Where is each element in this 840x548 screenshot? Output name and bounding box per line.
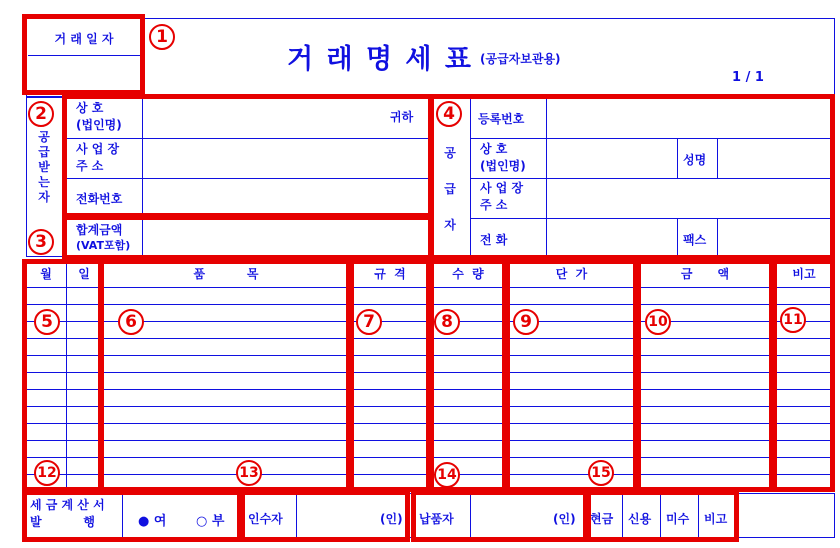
- column-header-amount: 금 액: [680, 267, 730, 281]
- registration-number-label: 등록번호: [478, 112, 525, 126]
- column-header-note: 비고: [792, 267, 816, 281]
- honorific: 귀하: [390, 110, 414, 124]
- marker-6: 6: [118, 309, 144, 335]
- receiver-label: 인수자: [248, 512, 283, 526]
- receiver-highlight: [240, 490, 410, 542]
- marker-1: 1: [149, 24, 175, 50]
- supplier-name-label: 상 호 (법인명): [480, 142, 526, 173]
- trade-date-highlight: [22, 14, 145, 95]
- tax-invoice-label: 세 금 계 산 서 발 행: [30, 498, 105, 529]
- supplier-side-label: 공 급 자: [444, 146, 456, 232]
- owner-name-label: 성명: [683, 153, 707, 167]
- payment-credit[interactable]: 신용: [628, 512, 652, 526]
- marker-7: 7: [356, 309, 382, 335]
- marker-11: 11: [780, 307, 806, 333]
- recipient-side-label: 공 급 받 는 자: [38, 130, 50, 204]
- trade-date-label: 거 래 일 자: [54, 31, 114, 46]
- tax-invoice-no-option[interactable]: ○ 부: [196, 514, 225, 529]
- column-header-quantity: 수 량: [452, 267, 484, 281]
- spec-column-highlight: [346, 259, 434, 492]
- amount-column-highlight: [633, 259, 777, 492]
- page-title: 거 래 명 세 표: [286, 43, 473, 75]
- payment-cash[interactable]: 현금: [590, 512, 614, 526]
- supplier-address-label: 사 업 장 주 소: [480, 181, 524, 212]
- marker-3: 3: [28, 229, 54, 255]
- unit-price-column-highlight: [502, 259, 641, 492]
- supplier-phone-label: 전 화: [480, 233, 508, 247]
- column-header-spec: 규 격: [374, 267, 406, 281]
- marker-2: 2: [28, 101, 54, 127]
- payment-unpaid[interactable]: 미수: [666, 512, 690, 526]
- total-highlight: [62, 215, 434, 260]
- recipient-address-label: 사 업 장 주 소: [76, 142, 120, 173]
- marker-12: 12: [34, 460, 60, 486]
- recipient-phone-label: 전화번호: [76, 192, 123, 206]
- marker-14: 14: [434, 462, 460, 488]
- page-subtitle: (공급자보관용): [480, 52, 561, 66]
- column-header-item: 품 목: [193, 267, 259, 281]
- receiver-seal: (인): [380, 512, 403, 526]
- total-amount-label: 합계금액 (VAT포함): [76, 223, 131, 252]
- recipient-highlight: [62, 94, 434, 218]
- page-number: 1 / 1: [732, 70, 764, 85]
- tax-invoice-yes-option[interactable]: ● 여: [138, 514, 167, 529]
- column-header-month: 월: [40, 267, 52, 281]
- marker-10: 10: [645, 309, 671, 335]
- marker-9: 9: [513, 309, 539, 335]
- column-header-unit-price: 단 가: [555, 267, 588, 281]
- marker-4: 4: [436, 101, 462, 127]
- item-column-highlight: [98, 259, 354, 492]
- fax-label: 팩스: [683, 233, 707, 247]
- note-column-highlight: [769, 259, 835, 492]
- quantity-column-highlight: [426, 259, 510, 492]
- deliverer-seal: (인): [553, 512, 576, 526]
- payment-highlight: [583, 490, 739, 542]
- marker-15: 15: [588, 460, 614, 486]
- marker-13: 13: [236, 460, 262, 486]
- marker-5: 5: [34, 309, 60, 335]
- tax-invoice-highlight: [22, 490, 242, 542]
- payment-note[interactable]: 비고: [704, 512, 728, 526]
- recipient-name-label: 상 호 (법인명): [76, 101, 122, 132]
- marker-8: 8: [434, 309, 460, 335]
- column-header-day: 일: [78, 267, 90, 281]
- date-columns-highlight: [22, 259, 104, 492]
- deliverer-highlight: [411, 490, 591, 542]
- supplier-highlight: [428, 94, 835, 260]
- deliverer-label: 납품자: [419, 512, 454, 526]
